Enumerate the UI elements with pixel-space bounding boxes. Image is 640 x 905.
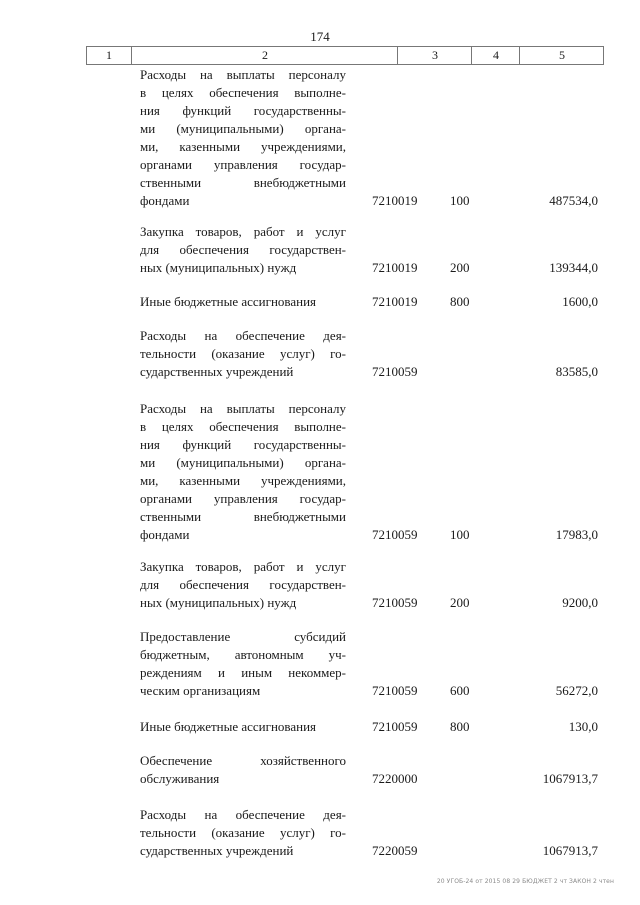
row-code: 7210019: [372, 260, 418, 275]
row-code: 7210019: [372, 294, 418, 309]
description-line: бюджетным, автономным уч-: [140, 647, 346, 662]
row-expense-type: 800: [450, 719, 470, 734]
row-expense-type: 200: [450, 260, 470, 275]
description-line: реждениям и иным некоммер-: [140, 665, 346, 680]
description-line: органами управления государ-: [140, 157, 346, 172]
row-code: 7210059: [372, 527, 418, 542]
description-line: ми (муниципальными) органа-: [140, 455, 346, 470]
description-line: ми (муниципальными) органа-: [140, 121, 346, 136]
row-description: [140, 752, 346, 788]
description-line: ственными внебюджетными: [140, 175, 346, 190]
row-description: [140, 327, 346, 381]
description-line: в целях обеспечения выполне-: [140, 419, 346, 434]
row-amount: 17983,0: [555, 527, 598, 542]
description-line: Иные бюджетные ассигнования: [140, 294, 317, 309]
description-line: ния функций государственны-: [140, 103, 346, 118]
row-description: [140, 293, 346, 311]
header-col-5: 5: [519, 47, 604, 64]
row-amount: 139344,0: [549, 260, 598, 275]
description-line: Предоставление субсидий: [140, 629, 346, 644]
row-amount: 487534,0: [549, 193, 598, 208]
description-line: ческим организациям: [140, 683, 261, 698]
description-line: тельности (оказание услуг) го-: [140, 825, 346, 840]
description-line: для обеспечения государствен-: [140, 242, 346, 257]
row-expense-type: 100: [450, 527, 470, 542]
row-amount: 1067913,7: [542, 771, 598, 786]
row-description: [140, 628, 346, 700]
row-description: [140, 806, 346, 860]
description-line: ных (муниципальных) нужд: [140, 260, 297, 275]
description-line: сударственных учреждений: [140, 843, 294, 858]
description-line: в целях обеспечения выполне-: [140, 85, 346, 100]
description-line: фондами: [140, 193, 190, 208]
description-line: ния функций государственны-: [140, 437, 346, 452]
row-code: 7210059: [372, 364, 418, 379]
description-line: тельности (оказание услуг) го-: [140, 346, 346, 361]
row-code: 7220000: [372, 771, 418, 786]
description-line: Расходы на выплаты персоналу: [140, 401, 346, 416]
description-line: ственными внебюджетными: [140, 509, 346, 524]
header-col-2: 2: [131, 47, 398, 64]
row-description: [140, 223, 346, 277]
description-line: Иные бюджетные ассигнования: [140, 719, 317, 734]
row-expense-type: 800: [450, 294, 470, 309]
description-line: обслуживания: [140, 771, 220, 786]
row-code: 7210059: [372, 719, 418, 734]
row-expense-type: 600: [450, 683, 470, 698]
description-line: сударственных учреждений: [140, 364, 294, 379]
description-line: для обеспечения государствен-: [140, 577, 346, 592]
description-line: ми, казенными учреждениями,: [140, 139, 346, 154]
description-line: ных (муниципальных) нужд: [140, 595, 297, 610]
row-amount: 130,0: [568, 719, 598, 734]
description-line: Обеспечение хозяйственного: [140, 753, 346, 768]
header-col-1: 1: [106, 48, 112, 62]
description-line: фондами: [140, 527, 190, 542]
page-number: 174: [310, 29, 330, 44]
header-col-3: 3: [397, 47, 472, 64]
row-description: [140, 718, 346, 736]
row-code: 7220059: [372, 843, 418, 858]
row-description: [140, 66, 346, 210]
description-line: Расходы на обеспечение дея-: [140, 328, 346, 343]
description-line: Расходы на обеспечение дея-: [140, 807, 346, 822]
row-amount: 56272,0: [555, 683, 598, 698]
row-amount: 1067913,7: [542, 843, 598, 858]
row-amount: 9200,0: [562, 595, 598, 610]
table-header: [86, 46, 604, 65]
description-line: Закупка товаров, работ и услуг: [140, 559, 346, 574]
row-expense-type: 200: [450, 595, 470, 610]
row-code: 7210059: [372, 683, 418, 698]
header-col-4: 4: [471, 47, 520, 64]
row-expense-type: 100: [450, 193, 470, 208]
footer-filename: 20 УГОБ-24 от 2015 08 29 БЮДЖЕТ 2 чт ЗАКОН 2 чтен: [436, 878, 614, 885]
row-description: [140, 400, 346, 544]
row-description: [140, 558, 346, 612]
description-line: органами управления государ-: [140, 491, 346, 506]
row-code: 7210059: [372, 595, 418, 610]
description-line: Закупка товаров, работ и услуг: [140, 224, 346, 239]
description-line: Расходы на выплаты персоналу: [140, 67, 346, 82]
description-line: ми, казенными учреждениями,: [140, 473, 346, 488]
row-amount: 1600,0: [562, 294, 598, 309]
row-amount: 83585,0: [555, 364, 598, 379]
row-code: 7210019: [372, 193, 418, 208]
